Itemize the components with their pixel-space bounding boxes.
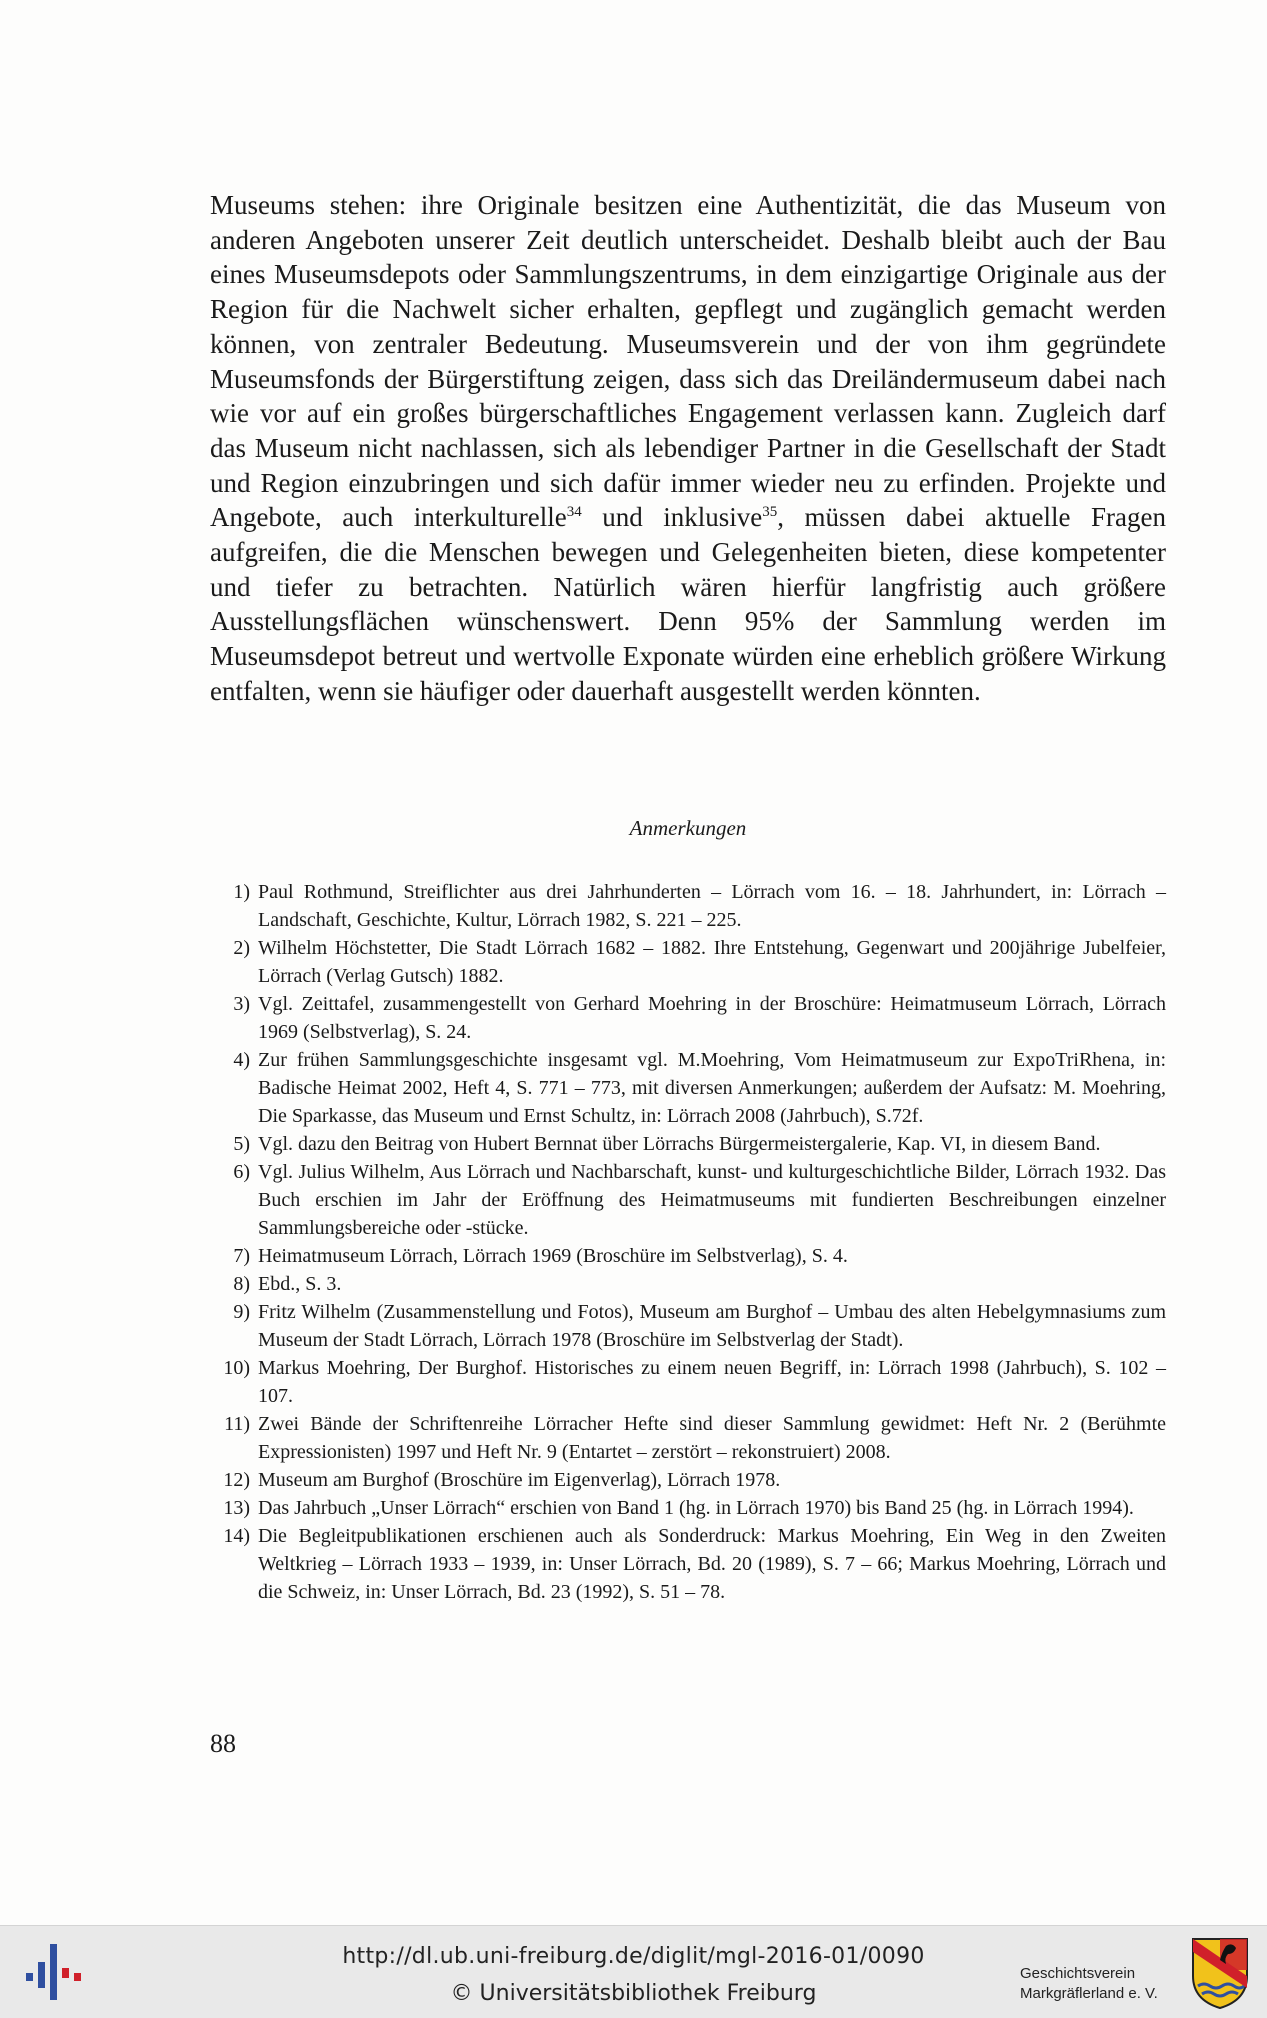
notes-heading: Anmerkungen xyxy=(629,816,747,840)
note-text: Wilhelm Höchstetter, Die Stadt Lörrach 1682 – 1882. Ihre Entstehung, Gegenwart und 200jährige Jubelfeier, Lörrach (Verlag Gutsch) 1882. xyxy=(258,937,1166,987)
note-number: 8) xyxy=(233,1273,250,1295)
note-text: Museum am Burghof (Broschüre im Eigenverlag), Lörrach 1978. xyxy=(258,1469,781,1491)
note-number: 12) xyxy=(223,1469,250,1491)
coat-of-arms-icon xyxy=(1190,1936,1250,2010)
footer-copyright: © Universitätsbibliothek Freiburg xyxy=(450,1981,817,2006)
body-text-part-2: und inklusive xyxy=(581,502,763,533)
note-number: 4) xyxy=(233,1049,250,1071)
note-item xyxy=(210,878,1166,934)
note-text: Das Jahrbuch „Unser Lörrach“ erschien von Band 1 (hg. in Lörrach 1970) bis Band 25 (hg. in Lörrach 1994). xyxy=(258,1497,1134,1519)
note-item xyxy=(210,934,1166,990)
body-text-part-3: , müssen dabei aktuelle Fragen aufgreifen, die die Menschen bewegen und Gelegenheiten bieten, diese kompetenter und tiefer zu betrachten. Natürlich wären hierfür langfristig auch größere Ausstellungsflächen wünschenswert. Denn 95% der Sammlung werden im Museumsdepot betreut und wertvolle Exponate würden eine erheblich größere Wirkung entfalten, wenn sie häufiger oder dauerhaft ausgestellt werden könnten. xyxy=(210,502,1166,706)
note-number: 13) xyxy=(223,1497,250,1519)
footer-bar xyxy=(0,1925,1267,2018)
note-number: 1) xyxy=(233,881,250,903)
note-number: 9) xyxy=(233,1301,250,1323)
note-item xyxy=(210,1130,1166,1158)
note-item xyxy=(210,1242,1166,1270)
society-name-line1: Geschichtsverein xyxy=(1020,1965,1136,1982)
note-number: 6) xyxy=(233,1161,250,1183)
footnote-ref-34: 34 xyxy=(566,504,582,521)
note-text: Fritz Wilhelm (Zusammenstellung und Fotos), Museum am Burghof – Umbau des alten Hebelgymnasiums zum Museum der Stadt Lörrach, Lörrach 1978 (Broschüre im Selbstverlag der Stadt). xyxy=(258,1301,1166,1351)
body-text-part-1: Museums stehen: ihre Originale besitzen eine Authentizität, die das Museum von anderen Angeboten unserer Zeit deutlich unterscheidet. Deshalb bleibt auch der Bau eines Museumsdepots oder Sammlungszentrums, in dem einzigartige Originale aus der Region für die Nachwelt sicher erhalten, gepflegt und zugänglich gemacht werden können, von zentraler Bedeutung. Museumsverein und der von ihm gegründete Museumsfonds der Bürgerstiftung zeigen, dass sich das Dreiländermuseum dabei nach wie vor auf ein großes bürgerschaftliches Engagement verlassen kann. Zugleich darf das Museum nicht nachlassen, sich als lebendiger Partner in die Gesellschaft der Stadt und Region einzubringen und sich dafür immer wieder neu zu erfinden. Projekte und Angebote, auch interkulturelle xyxy=(210,190,1166,533)
note-item xyxy=(210,1494,1166,1522)
note-text: Paul Rothmund, Streiflichter aus drei Jahrhunderten – Lörrach vom 16. – 18. Jahrhundert, in: Lörrach – Landschaft, Geschichte, Kultur, Lörrach 1982, S. 221 – 225. xyxy=(258,881,1166,931)
note-item xyxy=(210,1522,1166,1606)
note-item xyxy=(210,1354,1166,1410)
note-number: 11) xyxy=(224,1413,250,1435)
note-text: Vgl. Julius Wilhelm, Aus Lörrach und Nachbarschaft, kunst- und kulturgeschichtliche Bilder, Lörrach 1932. Das Buch erschien im Jahr der Eröffnung des Heimatmuseums mit fundierten Beschreibungen einzelner Sammlungsbereiche oder -stücke. xyxy=(258,1161,1166,1239)
note-text: Vgl. Zeittafel, zusammengestellt von Gerhard Moehring in der Broschüre: Heimatmuseum Lörrach, Lörrach 1969 (Selbstverlag), S. 24. xyxy=(258,993,1166,1043)
page-number: 88 xyxy=(210,1729,236,1758)
note-number: 10) xyxy=(223,1357,250,1379)
note-item xyxy=(210,1410,1166,1466)
note-text: Vgl. dazu den Beitrag von Hubert Bernnat über Lörrachs Bürgermeistergalerie, Kap. VI, in diesem Band. xyxy=(258,1133,1101,1155)
society-name xyxy=(1020,1964,1158,2004)
footer-url-link[interactable]: http://dl.ub.uni-freiburg.de/diglit/mgl-2016-01/0090 xyxy=(342,1944,925,1969)
note-number: 14) xyxy=(223,1525,250,1547)
note-text: Zwei Bände der Schriftenreihe Lörracher Hefte sind dieser Sammlung gewidmet: Heft Nr. 2 (Berühmte Expressionisten) 1997 und Heft Nr. 9 (Entartet – zerstört – rekonstruiert) 2008. xyxy=(258,1413,1166,1463)
note-number: 5) xyxy=(233,1133,250,1155)
note-item xyxy=(210,1466,1166,1494)
note-item xyxy=(210,1158,1166,1242)
note-text: Ebd., S. 3. xyxy=(258,1273,342,1295)
note-number: 7) xyxy=(233,1245,250,1267)
notes-list xyxy=(210,878,1166,1606)
note-number: 2) xyxy=(233,937,250,959)
note-text: Die Begleitpublikationen erschienen auch als Sonderdruck: Markus Moehring, Ein Weg in den Zweiten Weltkrieg – Lörrach 1933 – 1939, in: Unser Lörrach, Bd. 20 (1989), S. 7 – 66; Markus Moehring, Lörrach und die Schweiz, in: Unser Lörrach, Bd. 23 (1992), S. 51 – 78. xyxy=(258,1525,1166,1603)
note-text: Markus Moehring, Der Burghof. Historisches zu einem neuen Begriff, in: Lörrach 1998 (Jahrbuch), S. 102 – 107. xyxy=(258,1357,1166,1407)
note-item xyxy=(210,990,1166,1046)
note-number: 3) xyxy=(233,993,250,1015)
body-paragraph xyxy=(210,188,1166,709)
note-item xyxy=(210,1046,1166,1130)
note-item xyxy=(210,1270,1166,1298)
note-text: Zur frühen Sammlungsgeschichte insgesamt vgl. M.Moehring, Vom Heimatmuseum zur ExpoTriRhena, in: Badische Heimat 2002, Heft 4, S. 771 – 773, mit diversen Anmerkungen; außerdem der Aufsatz: M. Moehring, Die Sparkasse, das Museum und Ernst Schultz, in: Lörrach 2008 (Jahrbuch), S.72f. xyxy=(258,1049,1166,1127)
society-name-line2: Markgräflerland e. V. xyxy=(1020,1985,1158,2002)
note-text: Heimatmuseum Lörrach, Lörrach 1969 (Broschüre im Selbstverlag), S. 4. xyxy=(258,1245,848,1267)
footnote-ref-35: 35 xyxy=(762,504,778,521)
note-item xyxy=(210,1298,1166,1354)
